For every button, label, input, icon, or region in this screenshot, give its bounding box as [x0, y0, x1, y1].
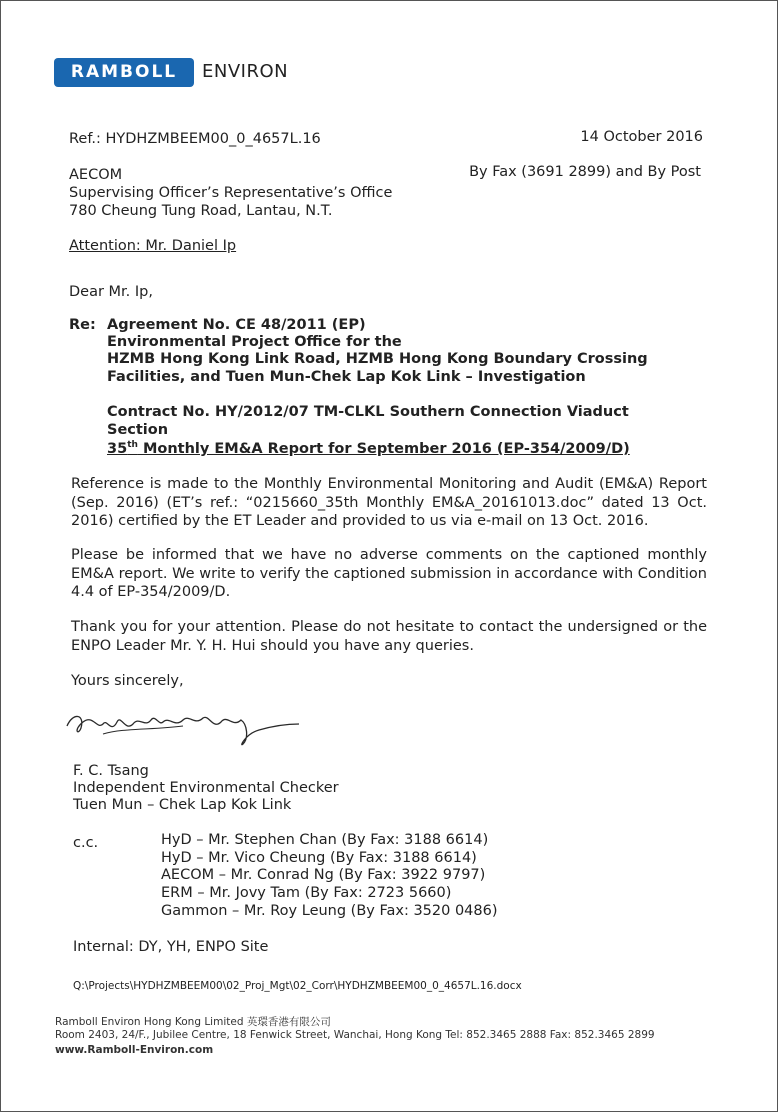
environ-logo-text: ENVIRON — [202, 61, 289, 82]
cc-item: HyD – Mr. Vico Cheung (By Fax: 3188 6614) — [161, 850, 477, 866]
footer-address: Room 2403, 24/F., Jubilee Centre, 18 Fenwick Street, Wanchai, Hong Kong Tel: 852.3465 2888 Fax: 852.3465 2899 — [55, 1029, 655, 1041]
footer-website: www.Ramboll-Environ.com — [55, 1044, 214, 1056]
subject-line-4: Facilities, and Tuen Mun-Chek Lap Kok Link – Investigation — [107, 369, 586, 385]
cc-item: ERM – Mr. Jovy Tam (By Fax: 2723 5660) — [161, 885, 452, 901]
recipient-address: 780 Cheung Tung Road, Lantau, N.T. — [69, 203, 333, 219]
handwritten-signature — [63, 704, 303, 750]
attention-line: Attention: Mr. Daniel Ip — [69, 238, 237, 254]
contract-line-2: Section — [107, 422, 169, 438]
report-title — [107, 440, 630, 457]
internal-distribution: Internal: DY, YH, ENPO Site — [73, 939, 269, 955]
salutation: Dear Mr. Ip, — [69, 284, 153, 300]
recipient-office: Supervising Officer’s Representative’s Office — [69, 185, 393, 201]
body-paragraph-3: Thank you for your attention. Please do not hesitate to contact the undersigned or the ENPO Leader Mr. Y. H. Hui should you have any queries. — [71, 619, 707, 654]
report-ordinal: th — [127, 440, 138, 450]
recipient-org: AECOM — [69, 167, 123, 183]
cc-item: Gammon – Mr. Roy Leung (By Fax: 3520 0486) — [161, 903, 498, 919]
file-path: Q:\Projects\HYDHZMBEEM00\02_Proj_Mgt\02_Corr\HYDHZMBEEM00_0_4657L.16.docx — [73, 980, 522, 992]
signer-project: Tuen Mun – Chek Lap Kok Link — [73, 797, 292, 813]
body-paragraph-2: Please be informed that we have no adverse comments on the captioned monthly EM&A report. We write to verify the captioned submission in accordance with Condition 4.4 of EP-354/2009/D. — [71, 547, 707, 600]
reference-number: Ref.: HYDHZMBEEM00_0_4657L.16 — [69, 131, 321, 147]
footer-company: Ramboll Environ Hong Kong Limited 英環香港有限公司 — [55, 1016, 331, 1028]
contract-line-1: Contract No. HY/2012/07 TM-CLKL Southern Connection Viaduct — [107, 404, 629, 420]
delivery-method: By Fax (3691 2899) and By Post — [469, 164, 701, 180]
subject-line-1: Agreement No. CE 48/2011 (EP) — [107, 317, 366, 333]
report-number: 35 — [107, 440, 128, 457]
ramboll-logo: RAMBOLL — [54, 58, 194, 87]
signer-name: F. C. Tsang — [73, 763, 149, 779]
cc-item: HyD – Mr. Stephen Chan (By Fax: 3188 6614) — [161, 832, 489, 848]
re-label: Re: — [69, 317, 96, 333]
report-title-rest: Monthly EM&A Report for September 2016 (EP-354/2009/D) — [137, 440, 630, 457]
cc-item: AECOM – Mr. Conrad Ng (By Fax: 3922 9797) — [161, 867, 486, 883]
signer-title: Independent Environmental Checker — [73, 780, 339, 796]
subject-line-2: Environmental Project Office for the — [107, 334, 402, 350]
subject-line-3: HZMB Hong Kong Link Road, HZMB Hong Kong Boundary Crossing — [107, 351, 648, 367]
cc-label: c.c. — [73, 835, 99, 851]
closing: Yours sincerely, — [71, 673, 184, 689]
letter-date: 14 October 2016 — [580, 129, 703, 145]
body-paragraph-1: Reference is made to the Monthly Environmental Monitoring and Audit (EM&A) Report (Sep. 2016) (ET’s ref.: “0215660_35th Monthly EM&A_20161013.doc” dated 13 Oct. 2016) certified by the ET Leader and provided to us via e-mail on 13 Oct. 2016. — [71, 476, 707, 529]
